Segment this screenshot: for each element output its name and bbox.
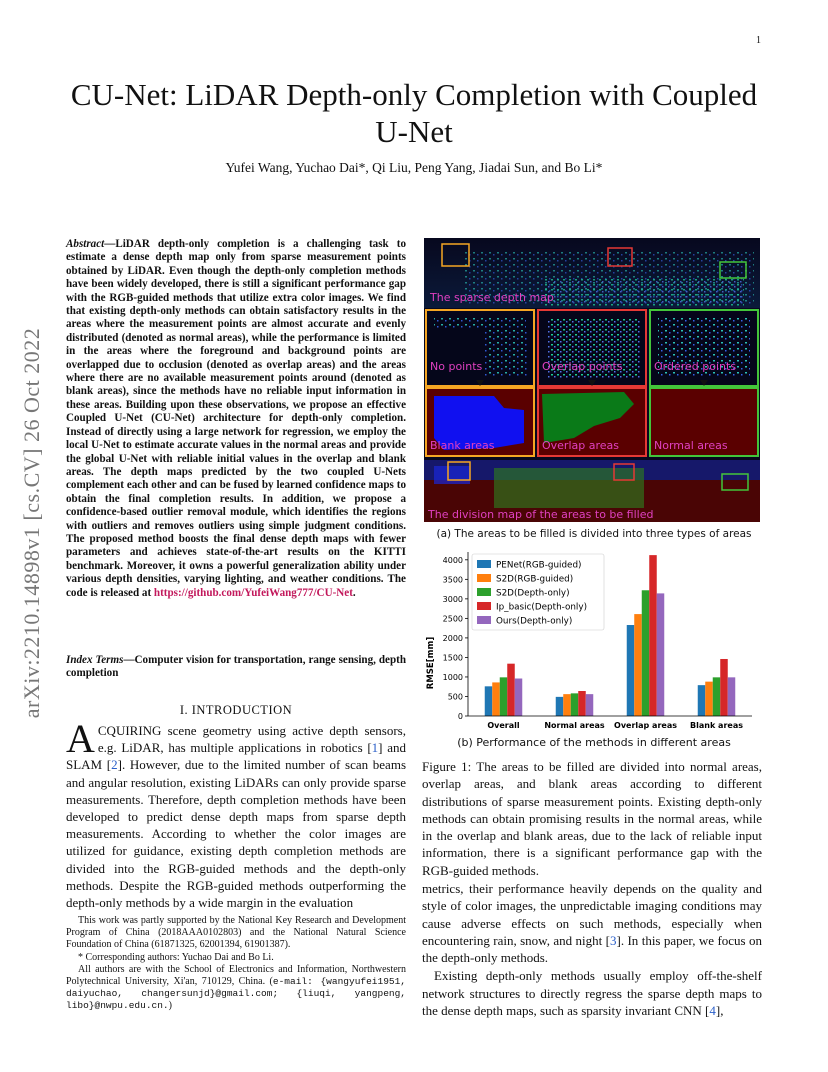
x-tick-label: Normal areas: [544, 721, 605, 730]
x-axis: [468, 716, 752, 730]
code-link[interactable]: https://github.com/YufeiWang777/CU-Net: [153, 586, 353, 599]
intro-text-2: ] and SLAM [: [66, 740, 406, 773]
y-tick-label: 1000: [442, 672, 463, 682]
paper-title: CU-Net: LiDAR Depth-only Completion with Coupled U-Net: [70, 77, 758, 149]
right-column-body: [422, 880, 762, 1019]
citation-link[interactable]: 2: [111, 757, 118, 773]
y-tick-label: 1500: [442, 653, 463, 663]
footnote-funding: This work was partly supported by the National Key Research and Development Program of China (2018AAA0102803) and the National Natural Science Foundation of China (61871325, 62001394, 61901387).: [66, 915, 406, 951]
bar: [657, 593, 665, 716]
intro-text-1: CQUIRING scene geometry using active depth sensors, e.g. LiDAR, has multiple applications in robotics [: [97, 723, 406, 756]
bar: [563, 694, 571, 716]
body-text: ]. In this paper, we focus on the depth-only methods.: [422, 932, 763, 966]
bar: [642, 590, 650, 716]
arxiv-stamp: arXiv:2210.14898v1 [cs.CV] 26 Oct 2022: [19, 327, 44, 719]
label-ordered-points: Ordered points: [654, 360, 737, 373]
index-terms: [66, 654, 406, 681]
drop-cap: A: [66, 716, 95, 761]
legend-entry: Ip_basic(Depth-only): [496, 602, 588, 613]
y-axis-label: RMSE[mm]: [426, 636, 436, 690]
rmse-bar-chart: [424, 548, 764, 734]
bar: [705, 682, 713, 716]
bar: [492, 682, 500, 716]
y-tick-label: 2000: [442, 633, 463, 643]
footnote-corresponding: * Corresponding authors: Yuchao Dai and Bo Li.: [78, 951, 274, 963]
y-tick-label: 3500: [442, 575, 463, 585]
legend-entry: S2D(RGB-guided): [496, 574, 574, 585]
y-axis: [443, 552, 468, 721]
page-number: 1: [756, 35, 761, 46]
body-text: Existing depth-only methods usually employ off-the-shelf network structures to directly regress the sparse depth maps to the dense depth maps, such as sparsity invariant CNN [: [422, 968, 762, 1019]
citation-link[interactable]: 1: [371, 740, 379, 756]
division-figure: [424, 238, 760, 522]
intro-text-3: ]. However, due to the limited number of scan beams and angular resolution, existing LiDARs can only provide sparse measurements. Therefore, depth completion methods have been developed to predict dense depth maps from sparse depth measurements. According to whether the color images are utilized for guidance, existing depth completion methods are divided into the RGB-guided methods and the depth-only methods. Despite the RGB-guided methods outperforming the depth-only methods by a wide margin in the evaluation: [66, 757, 406, 911]
label-sparse-depth-map: The sparse depth map: [430, 291, 554, 304]
intro-paragraph: [66, 716, 406, 911]
label-normal-areas: Normal areas: [654, 439, 728, 452]
bar: [586, 694, 594, 716]
section-heading: I. INTRODUCTION: [179, 703, 293, 717]
affiliation-text: All authors are with the School of Electronics and Information, Northwestern Polytechnical University, Xi'an, 710129, China. (: [66, 963, 406, 988]
bar: [634, 614, 642, 716]
bar: [556, 697, 564, 716]
bar: [649, 555, 657, 716]
depth-map-illustration: [424, 238, 760, 522]
abstract: [66, 238, 406, 600]
email-list: e-mail: {wangyufei1951, daiyuchao, changersunjd}@gmail.com; {liuqi, yangpeng, libo}@nwpu.edu.cn.: [66, 976, 406, 1012]
legend-entry: PENet(RGB-guided): [496, 560, 582, 571]
legend-entry: Ours(Depth-only): [496, 616, 573, 627]
abstract-lead: Abstract: [66, 238, 105, 250]
citation-link[interactable]: 4: [709, 1003, 716, 1019]
footnote: [66, 915, 406, 1013]
footnote-affiliation: [66, 964, 406, 1013]
body-text: metrics, their performance heavily depends on the quality and style of color images, the unpredictable imaging conditions may cause adverse effects on such methods, especially when encountering rain, snow, and night [: [422, 881, 762, 948]
label-division-map: The division map of the areas to be filled: [428, 508, 654, 521]
bar: [720, 659, 728, 716]
y-tick-label: 3000: [442, 594, 463, 604]
legend-swatch: [477, 560, 491, 568]
y-tick-label: 500: [447, 692, 463, 702]
index-terms-body: —Computer vision for transportation, range sensing, depth completion: [66, 654, 407, 680]
bar: [500, 677, 508, 716]
legend-swatch: [477, 602, 491, 610]
bar: [571, 693, 579, 716]
legend-swatch: [477, 574, 491, 582]
label-overlap-points: Overlap points: [542, 360, 623, 373]
y-tick-label: 2500: [442, 614, 463, 624]
figure-caption: Figure 1: The areas to be filled are divided into normal areas, overlap areas, and blank areas according to different distributions of sparse measurement points. Existing depth-only methods can obtain promising results in the normal areas, while in the overlap and blank areas, due to the lack of reliable input information, there is a significant performance gap with the RGB-guided methods.: [422, 759, 762, 878]
paragraph: [422, 880, 762, 966]
abstract-body: —LiDAR depth-only completion is a challenging task to estimate a dense depth map only from sparse measurement points obtained by LiDAR. Even though the depth-only completion methods have been widely developed, there is still a significant performance gap with the RGB-guided methods that utilize extra color images. We find that existing depth-only methods can obtain satisfactory results in the areas where the measurement points are almost accurate and evenly distributed (denoted as normal areas), while the performance is limited in the areas where the foreground and background points are overlapped due to occlusion (denoted as overlap areas) and the areas where there are no available measurement points around (denoted as blank areas), since the methods have no reliable input information in these areas. Building upon these observations, we propose an effective Coupled U-Net (CU-Net) architecture for depth-only completion. Instead of directly using a large network for regression, we employ the local U-Net to estimate accurate values in the normal areas and provide the global U-Net with reliable initial values in the overlap and blank areas. The depth maps predicted by the two coupled U-Nets complement each other and can be fused by learned confidence maps to obtain the final completion results. In addition, we propose a confidence-based outlier removal module, which identifies the regions with outliers and removes outliers using simple judgment conditions. The proposed method boosts the final dense depth maps with fewer parameters and achieves state-of-the-art results on the KITTI benchmark. Moreover, it owns a powerful generalization ability under various depth densities, varying lighting, and weather conditions. The code is released at: [66, 238, 406, 599]
label-overlap-areas: Overlap areas: [542, 439, 619, 452]
legend-entry: S2D(Depth-only): [496, 588, 570, 599]
label-blank-areas: Blank areas: [430, 439, 495, 452]
bar: [627, 625, 635, 716]
legend-swatch: [477, 616, 491, 624]
body-text: ],: [715, 1003, 724, 1019]
x-tick-label: Overall: [487, 721, 520, 730]
bar: [485, 686, 493, 716]
index-terms-lead: Index Terms: [66, 654, 124, 666]
paragraph: [422, 967, 762, 1019]
x-tick-label: Blank areas: [690, 721, 743, 730]
abstract-end: .: [352, 586, 356, 599]
bar: [728, 677, 736, 716]
x-tick-label: Overlap areas: [614, 721, 677, 730]
bar: [698, 685, 706, 716]
author-list: Yufei Wang, Yuchao Dai*, Qi Liu, Peng Yang, Jiadai Sun, and Bo Li*: [225, 160, 603, 175]
bar: [515, 679, 523, 716]
affiliation-end: ): [168, 1000, 172, 1012]
bar: [713, 677, 721, 716]
bar: [507, 664, 515, 716]
subfigure-caption-b: (b) Performance of the methods in different areas: [457, 736, 731, 749]
y-tick-label: 0: [457, 712, 463, 721]
y-tick-label: 4000: [442, 555, 463, 565]
legend-swatch: [477, 588, 491, 596]
label-no-points: No points: [430, 360, 483, 373]
citation-link[interactable]: 3: [610, 932, 617, 948]
chart-legend: [472, 554, 604, 630]
subfigure-caption-a: (a) The areas to be filled is divided into three types of areas: [436, 528, 752, 540]
bar: [578, 691, 586, 716]
